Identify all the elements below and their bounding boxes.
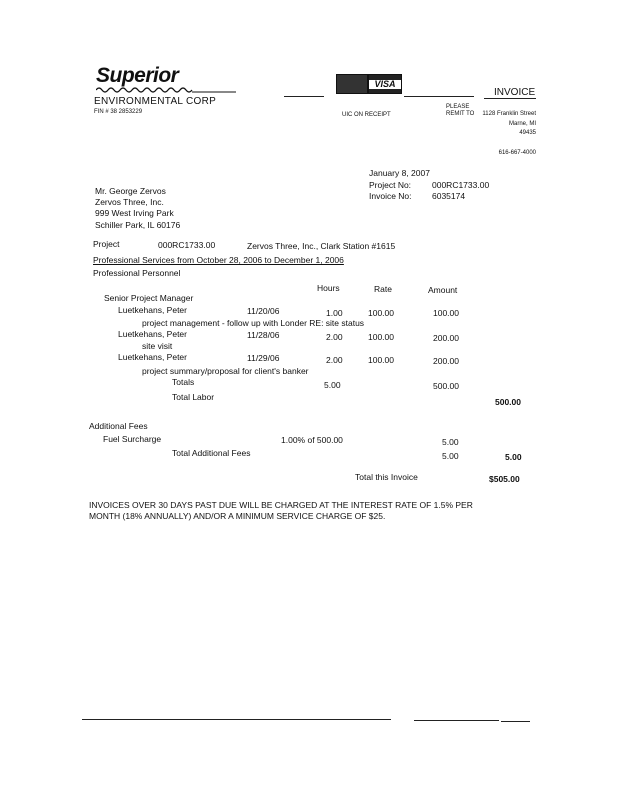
column-hours: Hours xyxy=(317,283,340,293)
entry-amount: 200.00 xyxy=(433,333,459,343)
total-labor-label: Total Labor xyxy=(172,392,215,402)
entry-hours: 2.00 xyxy=(326,332,343,342)
footer-rule-3 xyxy=(501,721,530,722)
entry-name: Luetkehans, Peter xyxy=(118,352,187,362)
entry-amount: 200.00 xyxy=(433,356,459,366)
visa-logo xyxy=(368,74,402,94)
total-additional-fees-label: Total Additional Fees xyxy=(172,448,251,458)
total-invoice-label: Total this Invoice xyxy=(355,472,418,482)
remit-phone: 616-667-4000 xyxy=(498,150,536,156)
remit-address-line1: 1128 Franklin Street xyxy=(482,111,536,117)
entry-name: Luetkehans, Peter xyxy=(118,329,187,339)
entry-note: project management - follow up with Londer RE: site status xyxy=(142,318,365,328)
entry-rate: 100.00 xyxy=(368,355,394,365)
entry-hours: 2.00 xyxy=(326,355,343,365)
entry-date: 11/29/06 xyxy=(247,353,280,363)
company-logo: Superior xyxy=(96,64,179,87)
entry-rate: 100.00 xyxy=(368,308,394,318)
totals-label: Totals xyxy=(172,377,195,387)
project-label: Project xyxy=(93,239,120,249)
entry-amount: 100.00 xyxy=(433,308,459,318)
company-name: ENVIRONMENTAL CORP xyxy=(94,96,217,107)
additional-fees-heading: Additional Fees xyxy=(89,421,148,431)
totals-amount: 500.00 xyxy=(433,381,459,391)
entry-hours: 1.00 xyxy=(326,308,343,318)
logo-wave-graphic xyxy=(96,86,236,94)
document-type: INVOICE xyxy=(494,87,536,98)
entry-date: 11/20/06 xyxy=(247,306,280,316)
project-description: Zervos Three, Inc., Clark Station #1615 xyxy=(247,241,396,251)
fuel-surcharge-label: Fuel Surcharge xyxy=(103,434,162,444)
bill-to-company: Zervos Three, Inc. xyxy=(95,197,164,207)
company-fein: FIN # 38 2853229 xyxy=(94,109,143,115)
total-invoice-value: $505.00 xyxy=(489,474,520,484)
project-no-value: 000RC1733.00 xyxy=(432,180,490,190)
fuel-surcharge-calc: 1.00% of 500.00 xyxy=(281,435,343,445)
invoice-rule xyxy=(484,98,536,99)
entry-rate: 100.00 xyxy=(368,332,394,342)
project-code: 000RC1733.00 xyxy=(158,240,216,250)
entry-date: 11/28/06 xyxy=(247,330,280,340)
totals-hours: 5.00 xyxy=(324,380,341,390)
bill-to-street: 999 West Irving Park xyxy=(95,208,174,218)
total-labor-value: 500.00 xyxy=(495,397,521,407)
mastercard-logo xyxy=(336,74,368,94)
entry-name: Luetkehans, Peter xyxy=(118,305,187,315)
footer-rule xyxy=(82,719,391,720)
total-additional-fees-amount: 5.00 xyxy=(442,451,459,461)
column-rate: Rate xyxy=(374,284,392,294)
project-no-label: Project No: xyxy=(369,180,412,190)
total-additional-fees-value: 5.00 xyxy=(505,452,522,462)
invoice-no-label: Invoice No: xyxy=(369,191,412,201)
footer-rule-2 xyxy=(414,720,499,721)
bill-to-name: Mr. George Zervos xyxy=(95,186,166,196)
remit-address-line3: 49435 xyxy=(519,130,536,136)
header-rule xyxy=(284,96,324,97)
invoice-date: January 8, 2007 xyxy=(369,168,430,178)
invoice-no-value: 6035174 xyxy=(432,191,466,201)
remit-address-line2: Marne, MI xyxy=(508,121,536,127)
bill-to-city: Schiller Park, IL 60176 xyxy=(95,220,181,230)
role-label: Senior Project Manager xyxy=(104,293,194,303)
please-label: PLEASE xyxy=(446,104,470,110)
uic-on-receipt: UIC ON RECEIPT xyxy=(342,112,391,118)
entry-note: site visit xyxy=(142,341,173,351)
remit-to-label: REMIT TO xyxy=(446,111,475,117)
late-payment-notice-line2: MONTH (18% ANNUALLY) AND/OR A MINIMUM SERVICE CHARGE OF $25. xyxy=(89,511,386,521)
entry-note: project summary/proposal for client's banker xyxy=(142,366,309,376)
header-rule-2 xyxy=(404,96,474,97)
late-payment-notice-line1: INVOICES OVER 30 DAYS PAST DUE WILL BE CHARGED AT THE INTEREST RATE OF 1.5% PER xyxy=(89,500,473,510)
fuel-surcharge-amount: 5.00 xyxy=(442,437,459,447)
column-amount: Amount xyxy=(428,285,458,295)
personnel-heading: Professional Personnel xyxy=(93,268,181,278)
services-heading: Professional Services from October 28, 2006 to December 1, 2006 xyxy=(93,255,344,265)
visa-label: VISA xyxy=(374,79,396,89)
